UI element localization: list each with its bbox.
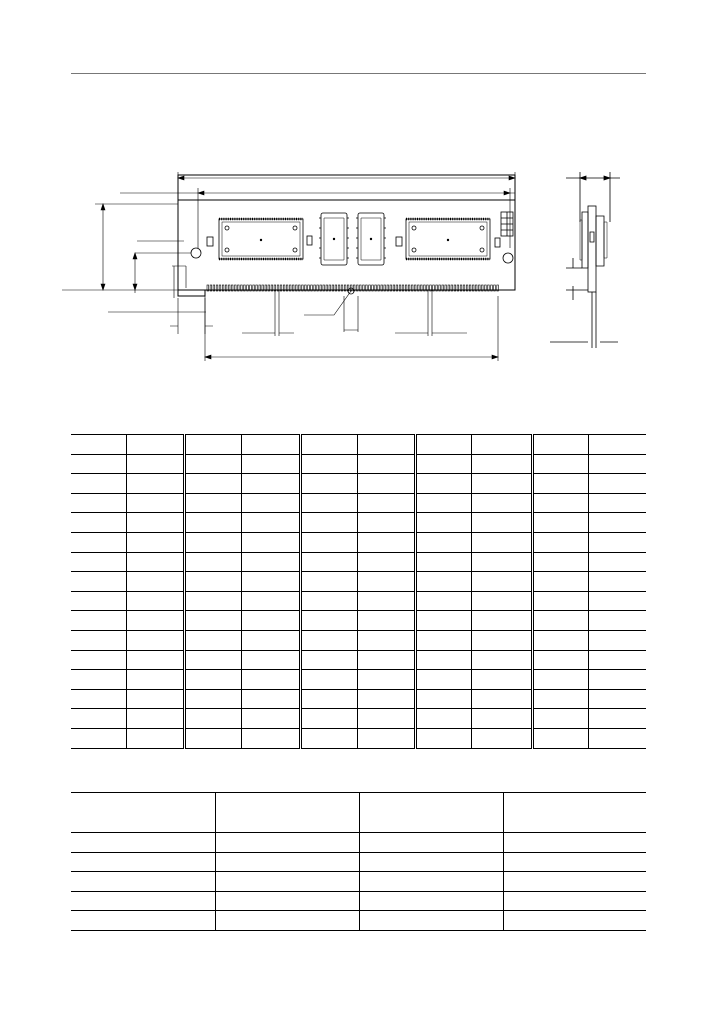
- table-row: [71, 591, 646, 611]
- table-cell: [588, 493, 646, 513]
- table-cell: [126, 689, 184, 709]
- table-cell: [184, 709, 241, 729]
- table-cell: [241, 728, 300, 748]
- table-cell: [532, 709, 588, 729]
- smd-part-right-2: [495, 238, 500, 247]
- table-cell: [503, 911, 646, 931]
- table-cell: [471, 650, 532, 670]
- table-cell: [71, 552, 126, 572]
- table-cell: [300, 493, 357, 513]
- table-cell: [300, 650, 357, 670]
- table-cell: [359, 911, 503, 931]
- table-cell: [471, 611, 532, 631]
- table-cell: [415, 513, 471, 533]
- table-cell: [532, 611, 588, 631]
- table-cell: [357, 728, 415, 748]
- mounting-hole-right: [503, 253, 513, 263]
- table-cell: [415, 709, 471, 729]
- table-row: [71, 454, 646, 474]
- table-cell: [71, 513, 126, 533]
- table-cell: [471, 532, 532, 552]
- table-cell: [588, 591, 646, 611]
- table-row: [71, 728, 646, 748]
- table-cell: [588, 670, 646, 690]
- table-cell: [532, 435, 588, 455]
- table-row: [71, 532, 646, 552]
- table-cell: [184, 454, 241, 474]
- table-cell: [503, 852, 646, 872]
- table-cell: [532, 532, 588, 552]
- table-cell: [532, 474, 588, 494]
- table-cell: [588, 435, 646, 455]
- table-cell: [503, 891, 646, 911]
- specification-table: [71, 792, 646, 931]
- table-cell: [359, 793, 503, 833]
- table-cell: [415, 630, 471, 650]
- table-cell: [300, 709, 357, 729]
- table-cell: [126, 650, 184, 670]
- table-cell: [532, 591, 588, 611]
- table-cell: [357, 474, 415, 494]
- table-cell: [126, 630, 184, 650]
- table-cell: [184, 532, 241, 552]
- table-row: [71, 572, 646, 592]
- table-cell: [300, 611, 357, 631]
- table-cell: [471, 709, 532, 729]
- table-cell: [357, 611, 415, 631]
- table-cell: [215, 852, 359, 872]
- table-cell: [126, 728, 184, 748]
- table-cell: [415, 611, 471, 631]
- table-cell: [588, 630, 646, 650]
- table-cell: [184, 474, 241, 494]
- table-cell: [359, 833, 503, 853]
- table-cell: [184, 591, 241, 611]
- table-row: [71, 891, 646, 911]
- table-cell: [241, 572, 300, 592]
- table-cell: [126, 709, 184, 729]
- table-cell: [588, 532, 646, 552]
- table-cell: [300, 513, 357, 533]
- table-cell: [588, 474, 646, 494]
- table-cell: [359, 852, 503, 872]
- table-cell: [415, 650, 471, 670]
- table-cell: [471, 513, 532, 533]
- table-cell: [471, 670, 532, 690]
- table-cell: [184, 611, 241, 631]
- table-cell: [357, 513, 415, 533]
- table-cell: [415, 572, 471, 592]
- table-cell: [471, 728, 532, 748]
- table-cell: [300, 474, 357, 494]
- table-row: [71, 793, 646, 833]
- table-cell: [532, 728, 588, 748]
- chip-tsop-left: [219, 219, 303, 259]
- table-cell: [184, 670, 241, 690]
- table-cell: [471, 435, 532, 455]
- table-cell: [71, 852, 215, 872]
- table-cell: [471, 689, 532, 709]
- table-cell: [71, 793, 215, 833]
- table-cell: [241, 454, 300, 474]
- table-cell: [357, 709, 415, 729]
- table-cell: [415, 670, 471, 690]
- table-cell: [126, 591, 184, 611]
- table-cell: [126, 435, 184, 455]
- table-cell: [71, 435, 126, 455]
- table-row: [71, 611, 646, 631]
- table-row: [71, 650, 646, 670]
- chip-tsop-right: [406, 219, 490, 259]
- table-cell: [126, 474, 184, 494]
- table-cell: [415, 493, 471, 513]
- table-cell: [532, 670, 588, 690]
- table-cell: [532, 513, 588, 533]
- table-cell: [215, 872, 359, 892]
- table-cell: [471, 474, 532, 494]
- table-cell: [71, 689, 126, 709]
- table-cell: [126, 572, 184, 592]
- table-cell: [126, 454, 184, 474]
- table-cell: [415, 454, 471, 474]
- table-cell: [300, 454, 357, 474]
- table-cell: [184, 493, 241, 513]
- table-cell: [241, 689, 300, 709]
- table-cell: [357, 532, 415, 552]
- table-cell: [215, 891, 359, 911]
- table-cell: [357, 572, 415, 592]
- table-cell: [300, 435, 357, 455]
- smd-part-right-1: [396, 237, 402, 246]
- table-cell: [241, 552, 300, 572]
- table-cell: [71, 591, 126, 611]
- table-cell: [300, 630, 357, 650]
- table-cell: [415, 591, 471, 611]
- table-row: [71, 493, 646, 513]
- table-cell: [357, 689, 415, 709]
- table-cell: [415, 474, 471, 494]
- table-cell: [503, 872, 646, 892]
- table-cell: [503, 833, 646, 853]
- table-cell: [126, 670, 184, 690]
- table-row: [71, 689, 646, 709]
- table-cell: [241, 474, 300, 494]
- table-cell: [357, 591, 415, 611]
- table-cell: [300, 572, 357, 592]
- table-cell: [241, 532, 300, 552]
- table-cell: [359, 891, 503, 911]
- table-cell: [71, 630, 126, 650]
- table-cell: [184, 572, 241, 592]
- table-cell: [241, 493, 300, 513]
- table-row: [71, 833, 646, 853]
- table-cell: [184, 728, 241, 748]
- table-cell: [300, 728, 357, 748]
- table-cell: [357, 552, 415, 572]
- table-cell: [71, 493, 126, 513]
- table-cell: [241, 611, 300, 631]
- table-cell: [471, 454, 532, 474]
- table-cell: [71, 891, 215, 911]
- table-cell: [241, 513, 300, 533]
- table-cell: [300, 532, 357, 552]
- table-cell: [415, 689, 471, 709]
- table-cell: [588, 650, 646, 670]
- table-cell: [300, 552, 357, 572]
- table-cell: [357, 630, 415, 650]
- table-cell: [471, 591, 532, 611]
- table-cell: [503, 793, 646, 833]
- table-cell: [357, 670, 415, 690]
- resistor-pack: [501, 212, 513, 236]
- table-row: [71, 552, 646, 572]
- table-cell: [471, 493, 532, 513]
- table-cell: [184, 630, 241, 650]
- table-cell: [184, 552, 241, 572]
- table-cell: [184, 689, 241, 709]
- table-cell: [300, 670, 357, 690]
- table-cell: [215, 833, 359, 853]
- table-row: [71, 435, 646, 455]
- table-cell: [415, 435, 471, 455]
- table-cell: [71, 728, 126, 748]
- table-cell: [71, 532, 126, 552]
- table-row: [71, 474, 646, 494]
- table-cell: [126, 513, 184, 533]
- table-row: [71, 911, 646, 931]
- table-cell: [357, 435, 415, 455]
- table-cell: [359, 872, 503, 892]
- smd-part-mid: [307, 236, 312, 245]
- table-cell: [532, 552, 588, 572]
- table-cell: [588, 513, 646, 533]
- table-cell: [71, 572, 126, 592]
- table-cell: [415, 532, 471, 552]
- side-view: [550, 172, 620, 348]
- table-cell: [532, 630, 588, 650]
- table-cell: [588, 454, 646, 474]
- table-cell: [471, 630, 532, 650]
- table-cell: [71, 911, 215, 931]
- table-row: [71, 630, 646, 650]
- table-cell: [588, 552, 646, 572]
- table-cell: [184, 435, 241, 455]
- table-row: [71, 709, 646, 729]
- table-cell: [588, 728, 646, 748]
- table-cell: [215, 793, 359, 833]
- table-row: [71, 513, 646, 533]
- table-cell: [532, 493, 588, 513]
- table-cell: [532, 454, 588, 474]
- table-cell: [300, 689, 357, 709]
- table-cell: [71, 709, 126, 729]
- mounting-hole-left: [191, 248, 201, 258]
- table-cell: [532, 650, 588, 670]
- table-cell: [532, 572, 588, 592]
- table-cell: [126, 532, 184, 552]
- table-cell: [241, 670, 300, 690]
- table-cell: [357, 650, 415, 670]
- table-cell: [215, 911, 359, 931]
- table-cell: [126, 552, 184, 572]
- table-cell: [588, 572, 646, 592]
- table-cell: [241, 435, 300, 455]
- table-cell: [184, 513, 241, 533]
- table-cell: [241, 650, 300, 670]
- table-cell: [588, 611, 646, 631]
- table-cell: [357, 454, 415, 474]
- chip-soj-2: [356, 213, 386, 265]
- table-cell: [241, 630, 300, 650]
- smd-part-left: [207, 237, 213, 246]
- table-cell: [588, 709, 646, 729]
- table-cell: [415, 552, 471, 572]
- pin-assignment-table: [71, 434, 646, 749]
- chip-soj-1: [319, 213, 349, 265]
- table-row: [71, 670, 646, 690]
- table-row: [71, 852, 646, 872]
- table-row: [71, 872, 646, 892]
- table-cell: [71, 833, 215, 853]
- table-cell: [71, 611, 126, 631]
- table-cell: [71, 650, 126, 670]
- table-cell: [241, 709, 300, 729]
- table-cell: [71, 872, 215, 892]
- table-cell: [241, 591, 300, 611]
- table-cell: [184, 650, 241, 670]
- table-cell: [126, 611, 184, 631]
- table-cell: [300, 591, 357, 611]
- module-outline-drawing: [0, 0, 715, 400]
- table-cell: [471, 572, 532, 592]
- table-cell: [126, 493, 184, 513]
- table-cell: [357, 493, 415, 513]
- table-cell: [71, 670, 126, 690]
- table-cell: [71, 454, 126, 474]
- table-cell: [471, 552, 532, 572]
- table-cell: [415, 728, 471, 748]
- table-cell: [588, 689, 646, 709]
- table-cell: [532, 689, 588, 709]
- table-cell: [71, 474, 126, 494]
